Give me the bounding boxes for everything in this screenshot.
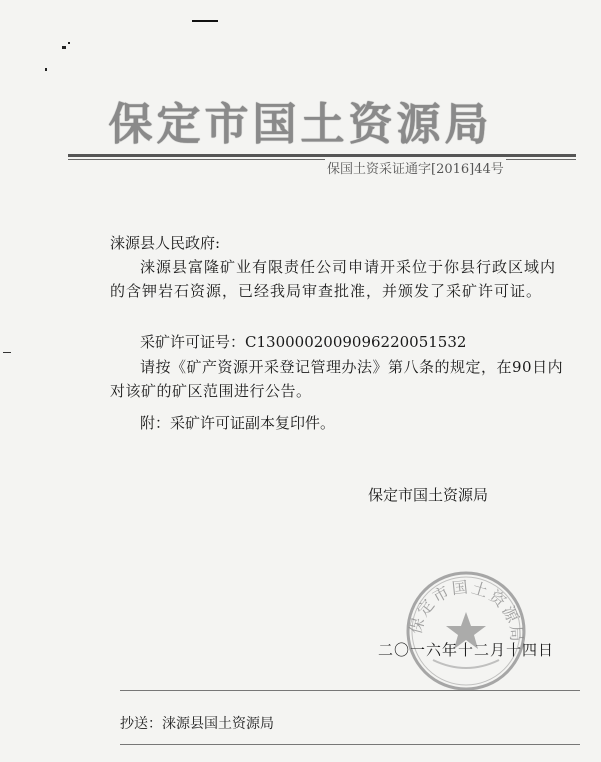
license-number-line: 采矿许可证号：C1300002009096220051532	[140, 333, 467, 351]
letter-greeting: 涞源县人民政府:	[110, 234, 221, 252]
letter-paragraph-1: 涞源县富隆矿业有限责任公司申请开采位于你县行政区域内的含钾岩石资源，已经我局审查批准，并颁发了采矿许可证。	[110, 258, 557, 300]
svg-text:保定市国土资源局: 保定市国土资源局	[405, 577, 527, 645]
official-seal	[403, 568, 529, 694]
scan-mark	[3, 352, 11, 353]
agency-title: 保定市国土资源局	[108, 99, 493, 150]
footer-rule	[120, 744, 580, 745]
footer-rule	[120, 690, 580, 691]
document-number: 保国土资采证通字[2016]44号	[325, 158, 506, 177]
header-rule	[68, 154, 576, 157]
cc-line: 抄送：涞源县国土资源局	[120, 716, 274, 732]
issuer-signature: 保定市国土资源局	[368, 486, 489, 504]
letter-paragraph-2: 请按《矿产资源开采登记管理办法》第八条的规定，在90日内对该矿的矿区范围进行公告。	[110, 358, 564, 400]
scan-speck	[68, 42, 70, 44]
attachment-note: 附：采矿许可证副本复印件。	[140, 414, 336, 432]
scan-mark	[192, 20, 218, 22]
scan-speck	[45, 68, 47, 71]
issue-date: 二〇一六年十二月十四日	[378, 641, 555, 659]
scan-speck	[62, 46, 66, 49]
